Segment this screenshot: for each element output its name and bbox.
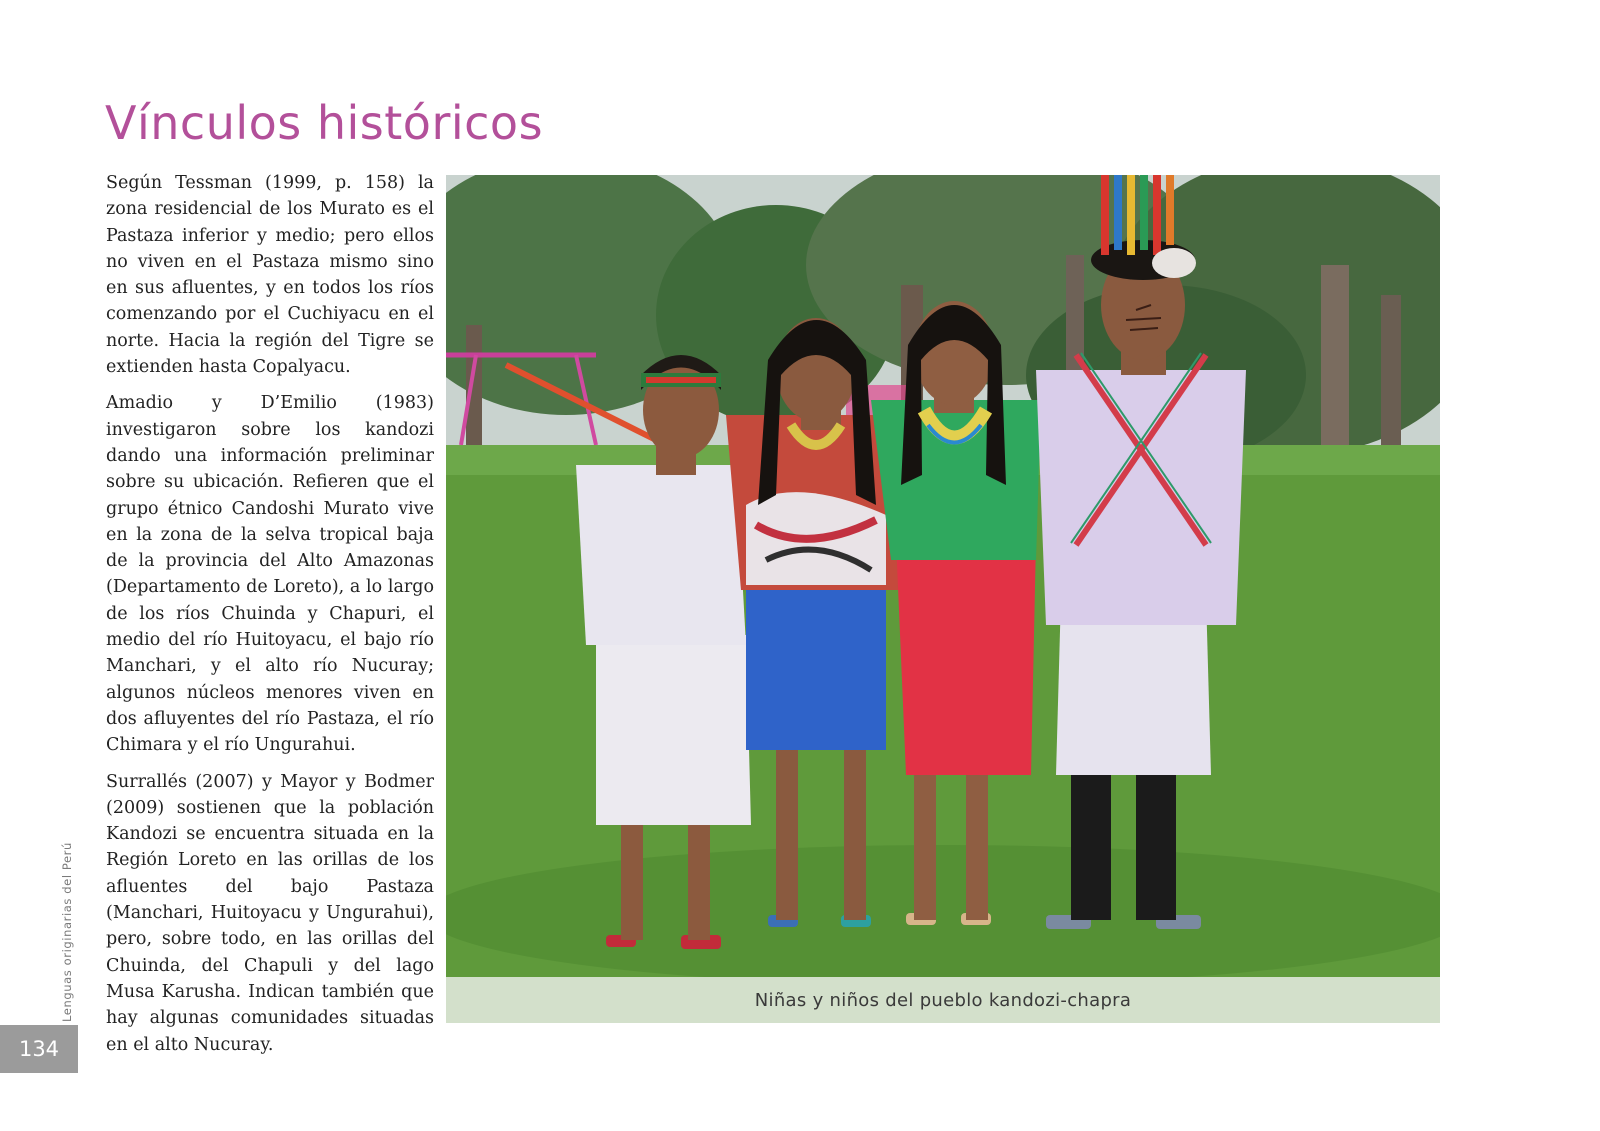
page-number-box — [0, 1025, 78, 1073]
paragraph-surralles: Surrallés (2007) y Mayor y Bodmer (2009) sostienen que la población Kandozi se encuentra situada en la Región Loreto en las orillas de los afluentes del bajo Pastaza (Manchari, Huitoyacu y Ungurahui), pero, sobre todo, en las orillas del Chuinda, del Chapuli y del lago Musa Karusha. Indican también que hay algunas comunidades situadas en el alto Nucuray. — [106, 771, 434, 1055]
paragraph-tessman: Según Tessman (1999, p. 158) la zona residencial de los Murato es el Pastaza inferior y medio; pero ellos no viven en el Pastaza mismo sino en sus afluentes, y en todos los ríos comenzando por el Cuchiyacu en el norte. Hacia la región del Tigre se extienden hasta Copalyacu. — [106, 173, 434, 378]
photo-caption-bar — [446, 977, 1440, 1023]
photo-caption: Niñas y niños del pueblo kandozi-chapra — [754, 989, 1132, 1011]
paragraph-amadio: Amadio y D’Emilio (1983) investigaron sobre los kandozi dando una información preliminar sobre su ubicación. Refieren que el grupo étnico Candoshi Murato vive en la zona de la selva tropical baja de la provincia del Alto Amazonas (Departamento de Loreto), a lo largo de los ríos Chuinda y Chapuri, el medio del río Huitoyacu, el bajo río Manchari, y el alto río Nucuray; algunos núcleos menores viven en dos afluyentes del río Pastaza, el río Chimara y el río Ungurahui. — [106, 393, 434, 756]
page-number: 134 — [18, 1037, 60, 1061]
photo-kandozi-children — [446, 175, 1440, 1023]
running-header: Lenguas originarias del Perú — [60, 842, 74, 1022]
photo-illustration — [446, 175, 1440, 1023]
body-text — [106, 170, 434, 1068]
page-title: Vínculos históricos — [105, 96, 544, 150]
